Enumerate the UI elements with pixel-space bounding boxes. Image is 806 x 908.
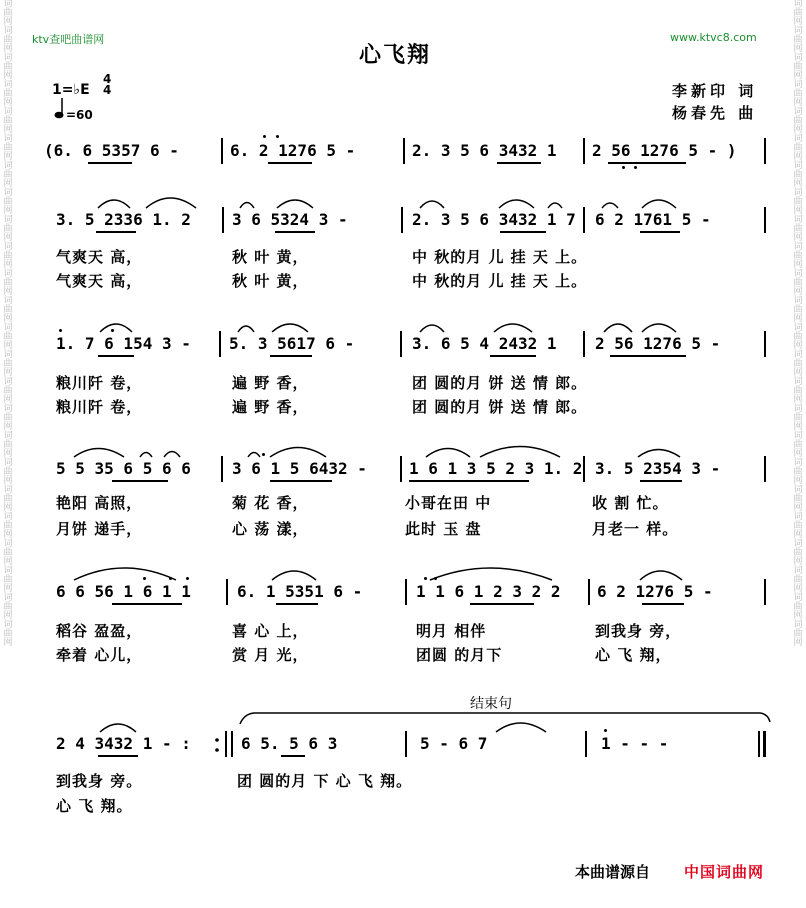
measure: 3 6 5324 3 - [232, 210, 348, 229]
ending-bracket [240, 713, 770, 724]
measure: (6. 6 5357 6 - [44, 141, 179, 160]
lyric: 中 秋的月 儿 挂 天 上。 [412, 248, 588, 266]
measure: 1 1 6 1 2 3 2 2 [416, 582, 561, 601]
lyric: 收 割 忙。 [592, 494, 669, 512]
slur [496, 723, 546, 732]
lyric: 中 秋的月 儿 挂 天 上。 [412, 272, 588, 290]
slur [272, 571, 316, 580]
song-title: 心飞翔 [359, 43, 432, 68]
lyric: 心 飞 翔。 [56, 797, 133, 815]
slur [270, 448, 326, 458]
measure: 1. 7 6 154 3 - [56, 334, 191, 353]
lyric: 秋 叶 黄， [232, 248, 309, 266]
slur [548, 203, 562, 208]
measure: 2 56 1276 5 - ) [592, 141, 737, 160]
slur [604, 324, 632, 332]
measure: 6. 2 1276 5 - [230, 141, 356, 160]
composer-credit: 杨春先 曲 [672, 104, 758, 122]
slur [74, 449, 124, 458]
side-watermark-right: 词曲网词曲网词曲网词曲网词曲网词曲网词曲网词曲网词曲网词曲网词曲网词曲网词曲网词曲网词曲网词曲网词曲网词曲网词曲网词曲网词曲网词曲网词曲网词曲网 [793, 0, 803, 648]
lyric: 菊 花 香， [232, 494, 309, 512]
side-watermark-left: 词曲网词曲网词曲网词曲网词曲网词曲网词曲网词曲网词曲网词曲网词曲网词曲网词曲网词曲网词曲网词曲网词曲网词曲网词曲网词曲网词曲网词曲网词曲网词曲网 [3, 0, 13, 648]
slur [602, 203, 618, 208]
ending-label: 结束句 [470, 696, 512, 712]
slur [98, 200, 130, 208]
measure: 3. 5 2354 3 - [595, 459, 721, 478]
slur [277, 200, 313, 208]
slur [480, 447, 560, 458]
lyric: 团圆 的月下 [416, 646, 503, 664]
lyric: 喜 心 上， [232, 622, 309, 640]
slur [74, 568, 176, 580]
site-url-right[interactable]: www.ktvc8.com [670, 31, 757, 44]
lyric: 团 圆的月 饼 送 情 郎。 [412, 398, 588, 416]
slur [430, 568, 552, 580]
slur [494, 324, 532, 332]
lyric: 团 圆的月 饼 送 情 郎。 [412, 374, 588, 392]
lyric: 气爽天 高， [56, 272, 143, 290]
source-label: 本曲谱源自 [575, 863, 651, 881]
slur [272, 324, 308, 332]
lyric: 月老一 样。 [592, 520, 679, 538]
measure: 3. 5 2336 1. 2 [56, 210, 191, 229]
slur [642, 200, 676, 208]
repeat-dot [215, 738, 219, 742]
slur [640, 571, 682, 580]
slur [238, 326, 254, 332]
lyric: 赏 月 光， [232, 646, 309, 664]
slur [638, 450, 680, 458]
measure: 6. 1 5351 6 - [237, 582, 363, 601]
measure: 6 2 1761 5 - [595, 210, 711, 229]
brand-link[interactable]: 中国词曲网 [684, 863, 765, 881]
slur [240, 203, 254, 209]
slur [420, 325, 444, 332]
slur [642, 324, 676, 332]
slur [420, 201, 444, 208]
measure: 2 4 3432 1 - : [56, 734, 191, 753]
lyric: 小哥在田 中 [405, 494, 492, 512]
lyric: 艳阳 高照， [56, 494, 143, 512]
lyric: 到我身 旁， [595, 622, 682, 640]
lyric: 此时 玉 盘 [405, 520, 482, 538]
measure: 6 6 56 1 6 1 1 [56, 582, 191, 601]
lyric: 粮川阡 卷， [56, 374, 143, 392]
lyric: 气爽天 高， [56, 248, 143, 266]
slur [100, 324, 132, 332]
lyric: 稻谷 盈盈， [56, 622, 143, 640]
slur [100, 724, 136, 732]
measure: 3. 6 5 4 2432 1 [412, 334, 557, 353]
key-signature: 1=♭E [52, 82, 90, 98]
measure: 5 - 6 7 [420, 734, 488, 753]
slur [499, 200, 534, 208]
measure: 6 5. 5 6 3 [241, 734, 338, 753]
slur [426, 449, 470, 458]
measure: 5 5 35 6 5 6 6 [56, 459, 191, 478]
measure: 2. 3 5 6 3432 1 7 [412, 210, 576, 229]
measure: 2 56 1276 5 - [595, 334, 721, 353]
lyric: 到我身 旁。 [56, 772, 143, 790]
slur [164, 452, 180, 458]
slur [140, 453, 152, 458]
lyric: 遍 野 香， [232, 398, 309, 416]
lyric: 心 飞 翔， [595, 646, 672, 664]
lyric: 明月 相伴 [416, 622, 487, 640]
site-name-left[interactable]: ktv查吧曲谱网 [32, 33, 105, 46]
lyric: 粮川阡 卷， [56, 398, 143, 416]
lyric: 月饼 递手， [56, 520, 143, 538]
repeat-dot [215, 748, 219, 752]
lyric: 遍 野 香， [232, 374, 309, 392]
slur [146, 198, 196, 208]
lyric: 心 荡 漾， [232, 520, 309, 538]
measure: 6 2 1276 5 - [597, 582, 713, 601]
measure: 1 6 1 3 5 2 3 1. 2 [409, 459, 583, 478]
measure: 1 - - - [601, 734, 669, 753]
slur [248, 453, 260, 458]
measure: 2. 3 5 6 3432 1 [412, 141, 557, 160]
lyric: 牵着 心儿， [56, 646, 143, 664]
tempo-marking: =60 [66, 108, 93, 122]
lyricist-credit: 李新印 词 [672, 82, 758, 100]
measure: 3 6 1 5 6432 - [232, 459, 367, 478]
lyric: 秋 叶 黄， [232, 272, 309, 290]
lyric: 团 圆的月 下 心 飞 翔。 [237, 772, 413, 790]
time-signature: 4 4 [103, 72, 112, 97]
measure: 5. 3 5617 6 - [229, 334, 355, 353]
